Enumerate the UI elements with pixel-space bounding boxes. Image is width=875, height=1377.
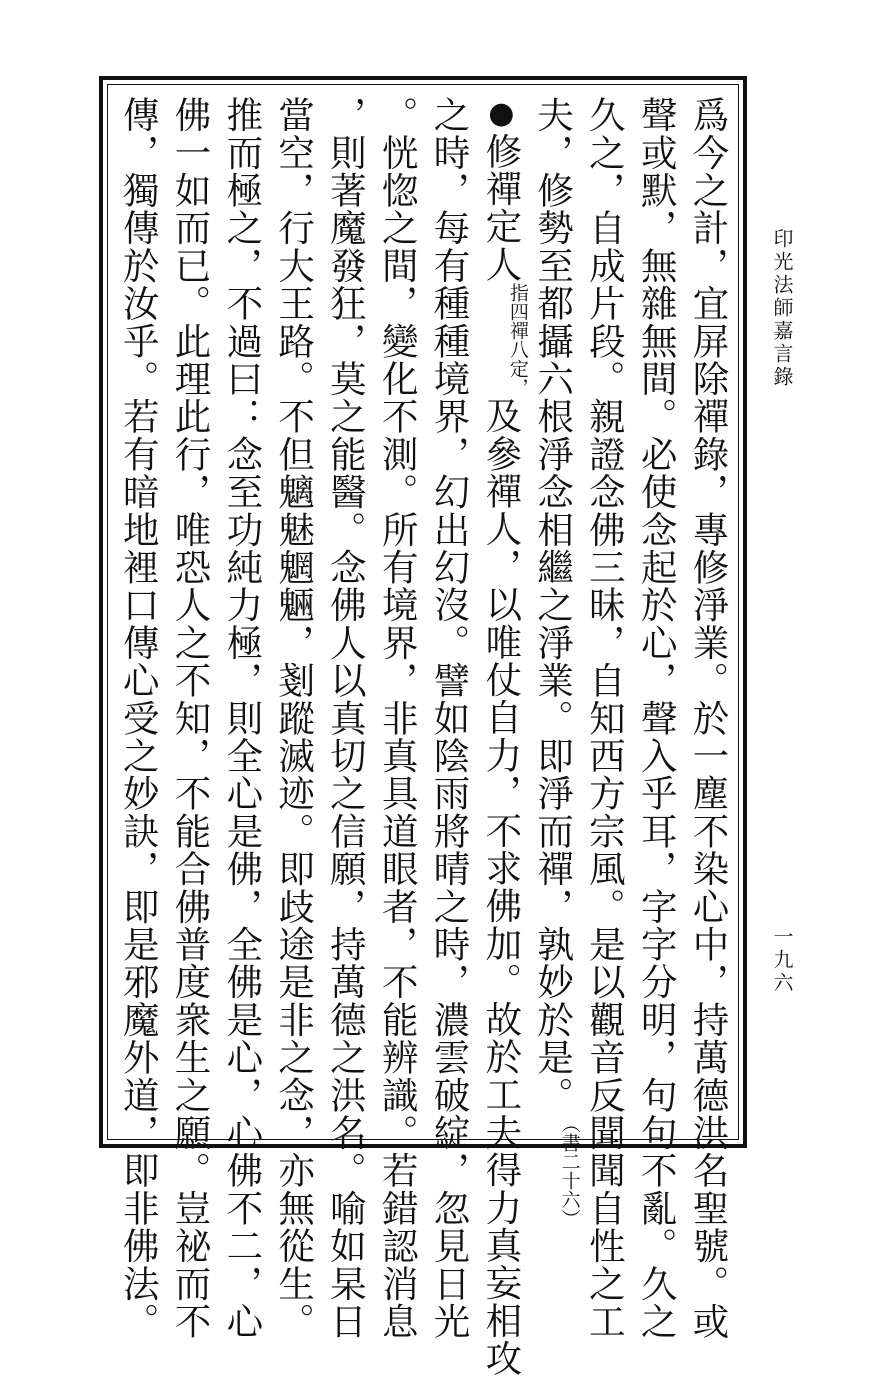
text-column-4 [527,96,581,1228]
section-bullet-icon: ● [483,96,519,133]
text-column-5 [475,96,529,1377]
text-column-8: ，則著魔發狂，莫之能醫。念佛人以真切之信願，持萬德之洪名。喻如杲日 [324,96,368,1341]
body-text [112,96,734,1377]
text-column-11: 佛一如而已。此理此行，唯恐人之不知，不能合佛普度衆生之願。豈祕而不 [169,96,213,1341]
text-column-6: 之時，每有種種境界，幻出幻沒。譬如陰雨將晴之時，濃雲破綻，忽見日光 [428,96,472,1341]
text-column-3: 久之，自成片段。親證念佛三昧，自知西方宗風。是以觀音反聞聞自性之工 [583,96,627,1341]
text-column-2: 聲或默，無雜無間。必使念起於心，聲入乎耳，字字分明，句句不亂。久之 [635,96,679,1341]
text-column-1: 爲今之計，宜屏除禪錄，專修淨業。於一塵不染心中，持萬德洪名聖號。或 [687,96,730,1341]
source-note-b: 十六） [558,1170,581,1228]
inline-note [475,283,527,397]
inline-note-a: 指四禪 [506,283,529,341]
text-column-9: 當空，行大王路。不但魑魅魍魎，剗蹤滅迹。即歧途是非之念，亦無從生。 [272,96,316,1341]
text-column-10: 推而極之，不過曰：念至功純力極，則全心是佛，全佛是心，心佛不二，心 [220,96,264,1341]
inline-note-b: 八定， [506,340,529,398]
text-column-4-main: 夫，修勢至都攝六根淨念相繼之淨業。即淨而禪，孰妙於是。 [531,96,575,1114]
source-note-a: （書二 [558,1113,581,1171]
source-note [527,1114,579,1228]
text-column-12: 傳，獨傳於汝乎。若有暗地裡口傳心受之妙訣，即是邪魔外道，即非佛法。 [117,96,161,1341]
book-title: 印光法師嘉言錄 [770,228,794,389]
col5-lead: 修禪定人 [479,132,523,284]
page-number: 一九六 [770,926,794,995]
text-column-7: 。恍惚之間，變化不測。所有境界，非真具道眼者，不能辨識。若錯認消息 [376,96,420,1341]
col5-rest: 及參禪人，以唯仗自力，不求佛加。故於工夫得力真妄相攻 [479,397,523,1377]
